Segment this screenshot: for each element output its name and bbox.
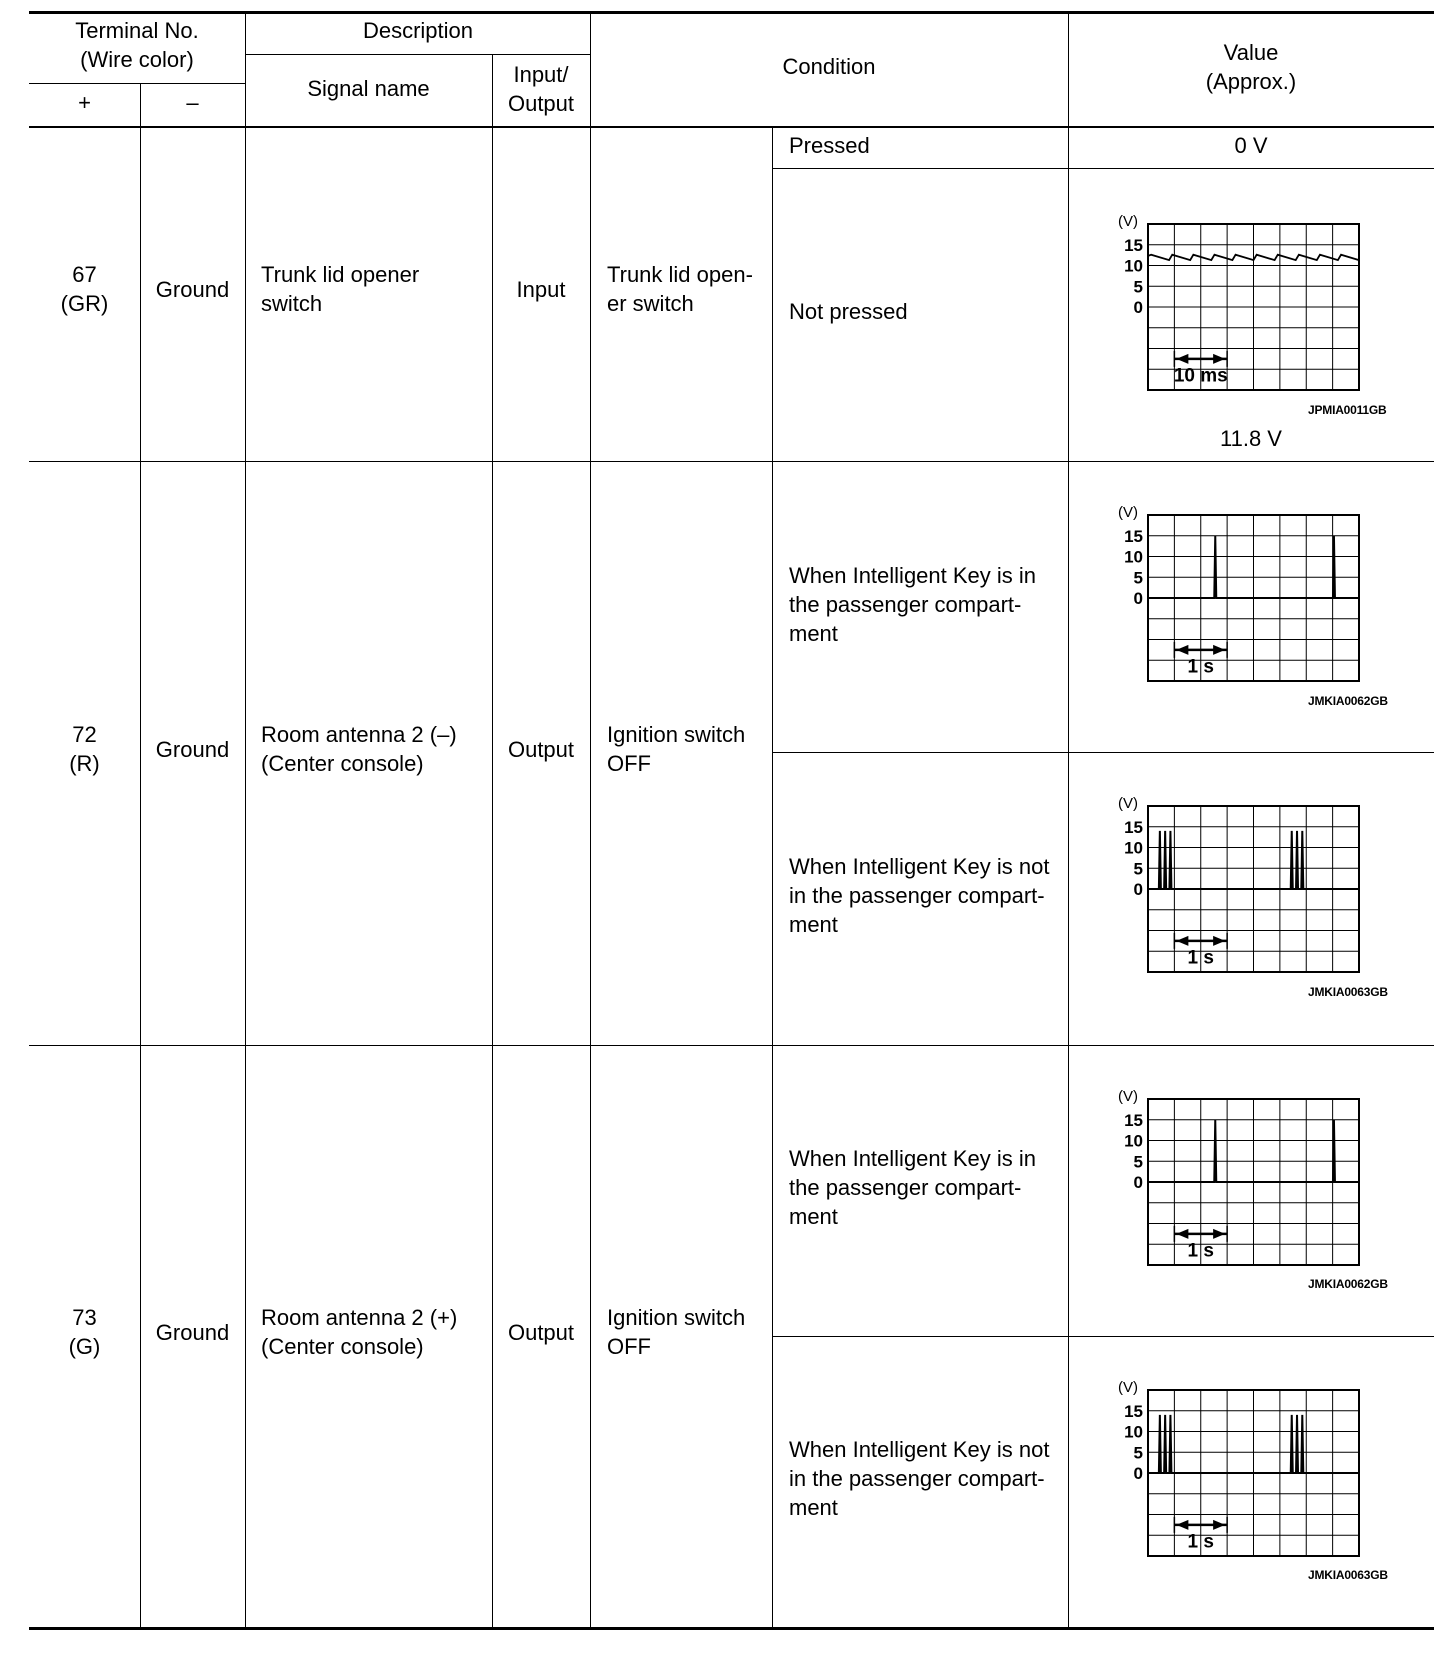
figure-code: JMKIA0063GB: [1308, 985, 1388, 999]
header-bottom-rule: [29, 126, 1434, 128]
scope-svg: [1110, 1378, 1360, 1586]
axis-tick-label: 10: [1124, 547, 1143, 567]
col-rule: [245, 13, 246, 1629]
row-rule: [772, 168, 1434, 169]
time-label: 1 s: [1187, 1240, 1214, 1262]
row-rule: [772, 752, 1434, 753]
header-rule: [245, 54, 591, 55]
header-minus: –: [186, 90, 199, 115]
time-arrow: [1213, 354, 1225, 364]
oscilloscope-waveform: [1110, 794, 1360, 1002]
header-condition: Condition: [782, 54, 876, 79]
header-value: Value (Approx.): [1205, 40, 1297, 94]
header-rule: [29, 83, 245, 84]
axis-unit: (V): [1118, 1088, 1138, 1105]
time-arrow: [1176, 936, 1188, 946]
axis-unit: (V): [1118, 213, 1138, 230]
col-rule: [590, 13, 591, 1629]
col-rule: [1068, 13, 1069, 1629]
time-arrow: [1213, 1229, 1225, 1239]
signal-name: Room antenna 2 (+) (Center console): [261, 1305, 458, 1359]
axis-tick-label: 10: [1124, 838, 1143, 858]
axis-tick-label: 5: [1133, 568, 1143, 588]
time-arrow: [1176, 1520, 1188, 1530]
value-text: 11.8 V: [1220, 426, 1282, 451]
time-arrow: [1213, 645, 1225, 655]
table-top-rule: [29, 11, 1434, 14]
axis-unit: (V): [1118, 504, 1138, 521]
time-arrow: [1176, 645, 1188, 655]
terminal-minus: Ground: [155, 1320, 230, 1345]
header-io: Input/ Output: [507, 62, 575, 116]
row-rule: [772, 1336, 1434, 1337]
time-label: 1 s: [1187, 656, 1214, 678]
terminal-minus: Ground: [155, 277, 230, 302]
axis-unit: (V): [1118, 795, 1138, 812]
condition: Ignition switch OFF: [607, 1305, 746, 1359]
sub-condition: When Intelligent Key is in the passenger compart- ment: [789, 563, 1037, 646]
terminal-minus: Ground: [155, 737, 230, 762]
figure-code: JMKIA0062GB: [1308, 1277, 1388, 1291]
axis-tick-label: 15: [1124, 235, 1143, 255]
header-terminal-no: Terminal No. (Wire color): [75, 18, 199, 72]
oscilloscope-waveform: [1110, 1087, 1360, 1295]
time-arrow: [1176, 354, 1188, 364]
io-type: Output: [507, 1320, 575, 1345]
terminal-number: 73 (G): [68, 1305, 101, 1359]
row-rule: [29, 461, 1434, 462]
time-arrow: [1213, 936, 1225, 946]
terminal-number: 67 (GR): [60, 262, 109, 316]
time-arrow: [1176, 1229, 1188, 1239]
oscilloscope-waveform: [1110, 1378, 1360, 1586]
time-label: 1 s: [1187, 947, 1214, 969]
oscilloscope-waveform: [1110, 503, 1360, 711]
time-label: 1 s: [1187, 1531, 1214, 1553]
axis-tick-label: 15: [1124, 1110, 1143, 1130]
col-rule: [772, 126, 773, 1629]
axis-tick-label: 10: [1124, 1131, 1143, 1151]
time-label: 10 ms: [1173, 365, 1228, 387]
io-type: Output: [507, 737, 575, 762]
value-text: 0 V: [1234, 133, 1268, 158]
axis-unit: (V): [1118, 1379, 1138, 1396]
condition: Ignition switch OFF: [607, 722, 746, 776]
condition: Trunk lid open- er switch: [607, 262, 753, 316]
axis-tick-label: 0: [1133, 1464, 1143, 1483]
axis-tick-label: 10: [1124, 1422, 1143, 1442]
axis-tick-label: 0: [1133, 298, 1143, 317]
io-type: Input: [516, 277, 566, 302]
figure-code: JMKIA0062GB: [1308, 694, 1388, 708]
figure-code: JMKIA0063GB: [1308, 1568, 1388, 1582]
oscilloscope-waveform: [1110, 212, 1360, 420]
col-rule: [140, 83, 141, 1629]
header-description: Description: [362, 18, 474, 43]
signal-name: Trunk lid opener switch: [261, 262, 420, 316]
sub-condition: When Intelligent Key is not in the passenger compart- ment: [789, 1437, 1050, 1520]
row-rule: [29, 1045, 1434, 1046]
signal-name: Room antenna 2 (–) (Center console): [261, 722, 457, 776]
axis-tick-label: 5: [1133, 1152, 1143, 1172]
axis-tick-label: 15: [1124, 526, 1143, 546]
axis-tick-label: 0: [1133, 880, 1143, 899]
axis-tick-label: 5: [1133, 859, 1143, 879]
time-arrow: [1213, 1520, 1225, 1530]
axis-tick-label: 15: [1124, 817, 1143, 837]
scope-svg: [1110, 1087, 1360, 1295]
header-plus: +: [78, 90, 91, 115]
scope-svg: [1110, 212, 1360, 420]
sub-condition: Not pressed: [789, 299, 908, 324]
axis-tick-label: 10: [1124, 256, 1143, 276]
axis-tick-label: 15: [1124, 1401, 1143, 1421]
table-bottom-rule: [29, 1627, 1434, 1630]
header-signal-name: Signal name: [307, 76, 430, 101]
figure-code: JPMIA0011GB: [1308, 403, 1387, 417]
axis-tick-label: 5: [1133, 277, 1143, 297]
sub-condition: When Intelligent Key is not in the passenger compart- ment: [789, 854, 1050, 937]
axis-tick-label: 0: [1133, 1173, 1143, 1192]
scope-svg: [1110, 794, 1360, 1002]
scope-svg: [1110, 503, 1360, 711]
sub-condition: Pressed: [789, 133, 870, 158]
sub-condition: When Intelligent Key is in the passenger compart- ment: [789, 1146, 1037, 1229]
axis-tick-label: 0: [1133, 589, 1143, 608]
terminal-number: 72 (R): [69, 722, 100, 776]
axis-tick-label: 5: [1133, 1443, 1143, 1463]
